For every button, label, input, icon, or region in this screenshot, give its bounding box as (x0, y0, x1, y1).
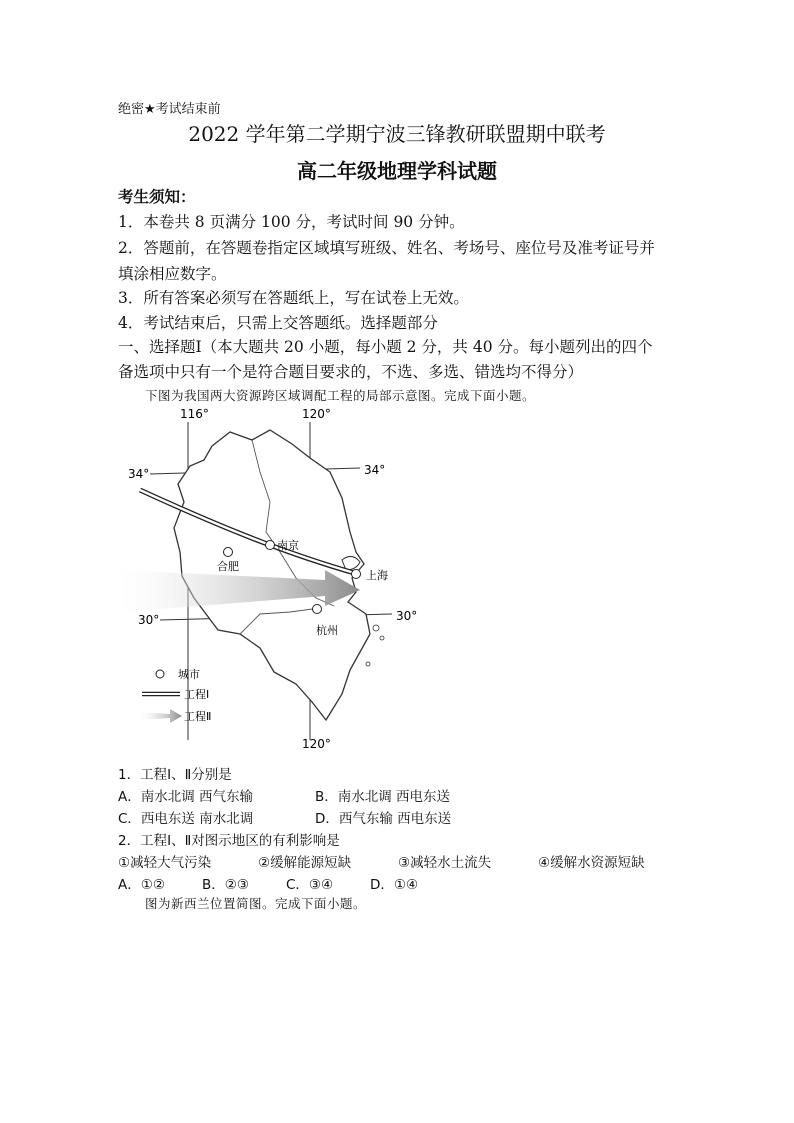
notice-heading: 考生须知： (118, 187, 196, 206)
q2-stem: 2．工程Ⅰ、Ⅱ对图示地区的有利影响是 (118, 833, 340, 849)
label-shanghai: 上海 (366, 569, 388, 582)
legend-project2-label: 工程Ⅱ (184, 710, 212, 723)
label-hefei: 合肥 (217, 560, 239, 573)
q2-statement-3: ③减轻水土流失 (398, 855, 492, 871)
island (366, 662, 370, 666)
q2-statement-1: ①减轻大气污染 (118, 855, 212, 871)
q2-option-c: C．③④ (286, 877, 334, 893)
q1-option-d: D．西气东输 西电东送 (315, 811, 452, 827)
resource-transfer-map (120, 402, 440, 750)
label-lon-116: 116° (180, 407, 209, 421)
q2-statement-4: ④缓解水资源短缺 (538, 855, 645, 871)
nz-intro: 图为新西兰位置简图。完成下面小题。 (145, 896, 367, 911)
q1-stem: 1．工程Ⅰ、Ⅱ分别是 (118, 767, 232, 783)
label-nanjing: 南京 (277, 539, 299, 552)
city-hefei-marker (224, 548, 233, 557)
secret-label: 绝密★考试结束前 (118, 102, 221, 117)
label-lat-34-left: 34° (128, 467, 150, 481)
notice-item-2-cont: 填涂相应数字。 (118, 265, 227, 283)
q1-option-b: B．南水北调 西电东送 (315, 789, 451, 805)
q2-option-a: A．①② (118, 877, 165, 893)
label-hangzhou: 杭州 (316, 624, 338, 637)
subject-title: 高二年级地理学科试题 (297, 159, 497, 183)
notice-item-3: 3．所有答案必须写在答题纸上，写在试卷上无效。 (118, 289, 469, 307)
island (380, 636, 384, 640)
legend-city-marker (156, 670, 164, 678)
island (373, 625, 379, 631)
q2-statement-2: ②缓解能源短缺 (258, 855, 352, 871)
label-lat-30-left: 30° (138, 613, 160, 627)
label-lon-120-top: 120° (302, 407, 331, 421)
legend-project1-label: 工程Ⅰ (184, 688, 210, 701)
q1-option-a: A．南水北调 西气东输 (118, 789, 254, 805)
notice-item-4: 4．考试结束后，只需上交答题纸。选择题部分 (118, 314, 438, 332)
legend-city-label: 城市 (178, 668, 200, 681)
q1-option-c: C．西电东送 南水北调 (118, 811, 254, 827)
legend-project2-arrow (140, 709, 182, 723)
city-hangzhou-marker (313, 605, 322, 614)
exam-title: 2022 学年第二学期宁波三锋教研联盟期中联考 (188, 122, 606, 146)
q2-option-b: B．②③ (202, 877, 249, 893)
city-shanghai-marker (352, 570, 361, 579)
q2-option-d: D．①④ (370, 877, 419, 893)
city-nanjing-marker (266, 541, 275, 550)
label-lat-34-right: 34° (364, 463, 386, 477)
section1-line2: 备选项中只有一个是符合题目要求的，不选、多选、错选均不得分） (118, 363, 584, 381)
label-lon-120-bottom: 120° (302, 737, 331, 750)
map-intro: 下图为我国两大资源跨区域调配工程的局部示意图。完成下面小题。 (145, 388, 536, 403)
notice-item-1: 1．本卷共 8 页满分 100 分，考试时间 90 分钟。 (118, 213, 465, 231)
section1-line1: 一、选择题Ⅰ（本大题共 20 小题，每小题 2 分，共 40 分。每小题列出的四个 (118, 338, 653, 356)
label-lat-30-right: 30° (396, 609, 418, 623)
notice-item-2: 2．答题前，在答题卷指定区域填写班级、姓名、考场号、座位号及准考证号并 (118, 239, 655, 257)
